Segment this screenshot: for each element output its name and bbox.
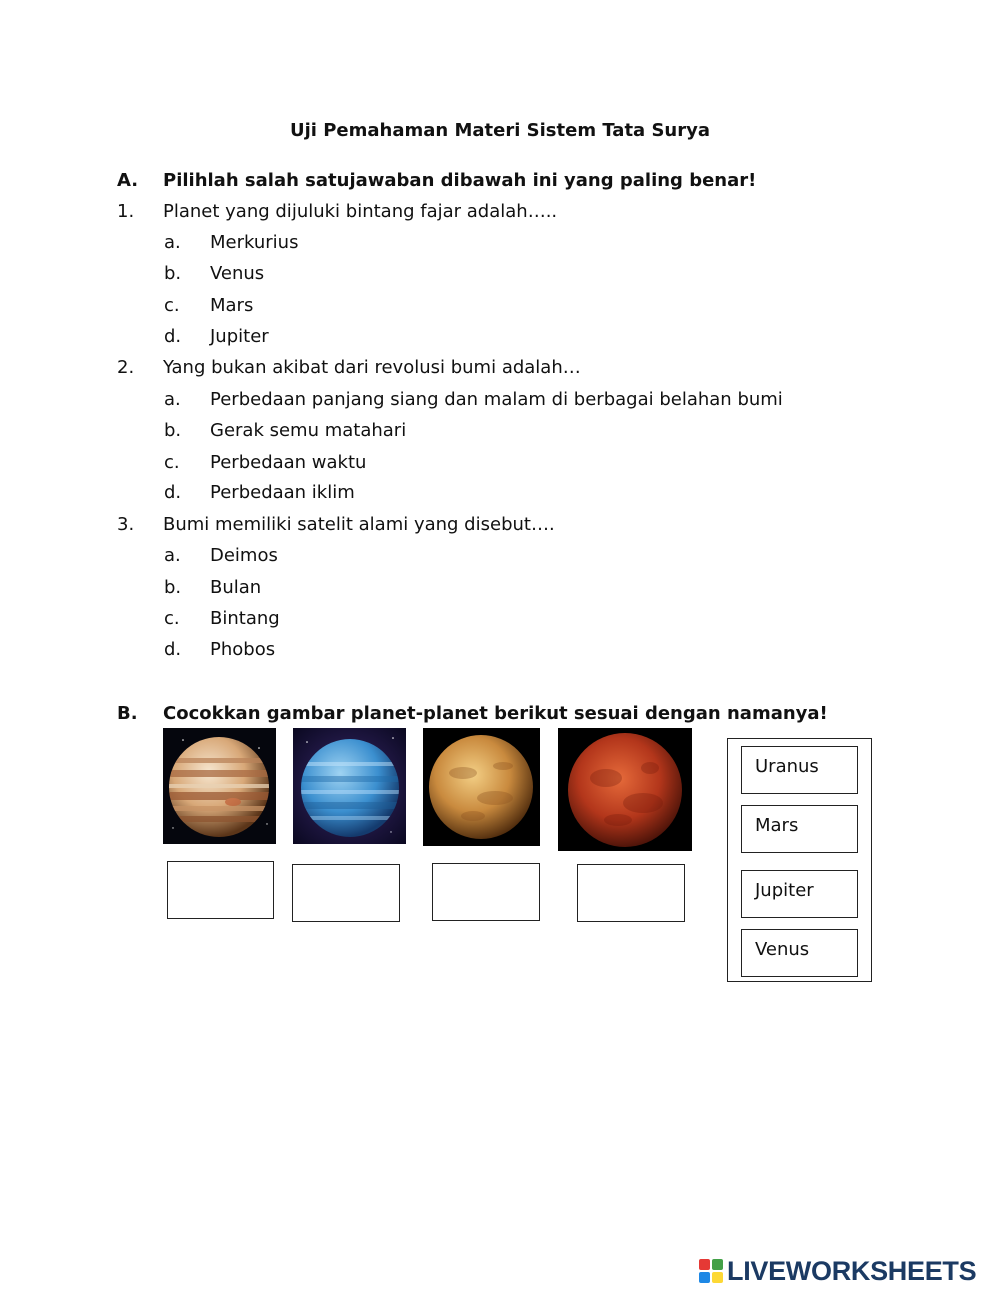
q3-option-b[interactable]: Bulan <box>210 577 262 598</box>
uranus-image <box>293 728 406 844</box>
q2-option-d-letter: d. <box>164 482 182 503</box>
q3-option-c-letter: c. <box>164 608 180 629</box>
q1-option-d[interactable]: Jupiter <box>210 326 269 347</box>
q2-option-b-letter: b. <box>164 420 182 441</box>
word-bank-venus[interactable]: Venus <box>741 929 858 977</box>
q3-option-a-letter: a. <box>164 545 181 566</box>
q3-option-a[interactable]: Deimos <box>210 545 278 566</box>
jupiter-image <box>163 728 276 844</box>
word-bank-mars[interactable]: Mars <box>741 805 858 853</box>
q2-option-d[interactable]: Perbedaan iklim <box>210 482 355 503</box>
q2-option-c[interactable]: Perbedaan waktu <box>210 452 367 473</box>
q3-option-b-letter: b. <box>164 577 182 598</box>
mars-image <box>558 728 692 851</box>
q1-option-a[interactable]: Merkurius <box>210 232 299 253</box>
word-bank-uranus[interactable]: Uranus <box>741 746 858 794</box>
q1-option-c[interactable]: Mars <box>210 295 254 316</box>
q3-option-d[interactable]: Phobos <box>210 639 276 660</box>
q3-option-d-letter: d. <box>164 639 182 660</box>
q2-option-b[interactable]: Gerak semu matahari <box>210 420 407 441</box>
q1-option-b[interactable]: Venus <box>210 263 265 284</box>
answer-box-4[interactable] <box>577 864 685 922</box>
answer-box-3[interactable] <box>432 863 540 921</box>
section-b-instruction: Cocokkan gambar planet-planet berikut sesuai dengan namanya! <box>163 703 828 724</box>
question-1-number: 1. <box>117 201 135 222</box>
q1-option-b-letter: b. <box>164 263 182 284</box>
liveworksheets-logo-icon <box>699 1259 723 1283</box>
question-2-number: 2. <box>117 357 135 378</box>
answer-box-2[interactable] <box>292 864 400 922</box>
answer-box-1[interactable] <box>167 861 274 919</box>
question-1-text: Planet yang dijuluki bintang fajar adalah….. <box>163 201 558 222</box>
word-bank-jupiter[interactable]: Jupiter <box>741 870 858 918</box>
venus-image <box>423 728 540 846</box>
q1-option-a-letter: a. <box>164 232 181 253</box>
q2-option-a-letter: a. <box>164 389 181 410</box>
q2-option-a[interactable]: Perbedaan panjang siang dan malam di berbagai belahan bumi <box>210 389 783 410</box>
brand-name: LIVEWORKSHEETS <box>727 1255 977 1286</box>
section-b-letter: B. <box>117 703 138 724</box>
section-a-letter: A. <box>117 170 139 191</box>
section-a-instruction: Pilihlah salah satujawaban dibawah ini yang paling benar! <box>163 170 757 191</box>
q2-option-c-letter: c. <box>164 452 180 473</box>
q1-option-d-letter: d. <box>164 326 182 347</box>
q3-option-c[interactable]: Bintang <box>210 608 280 629</box>
question-3-text: Bumi memiliki satelit alami yang disebut…. <box>163 514 555 535</box>
question-2-text: Yang bukan akibat dari revolusi bumi adalah… <box>163 357 581 378</box>
q1-option-c-letter: c. <box>164 295 180 316</box>
question-3-number: 3. <box>117 514 135 535</box>
page-title: Uji Pemahaman Materi Sistem Tata Surya <box>290 120 710 141</box>
liveworksheets-brand <box>699 1256 976 1286</box>
